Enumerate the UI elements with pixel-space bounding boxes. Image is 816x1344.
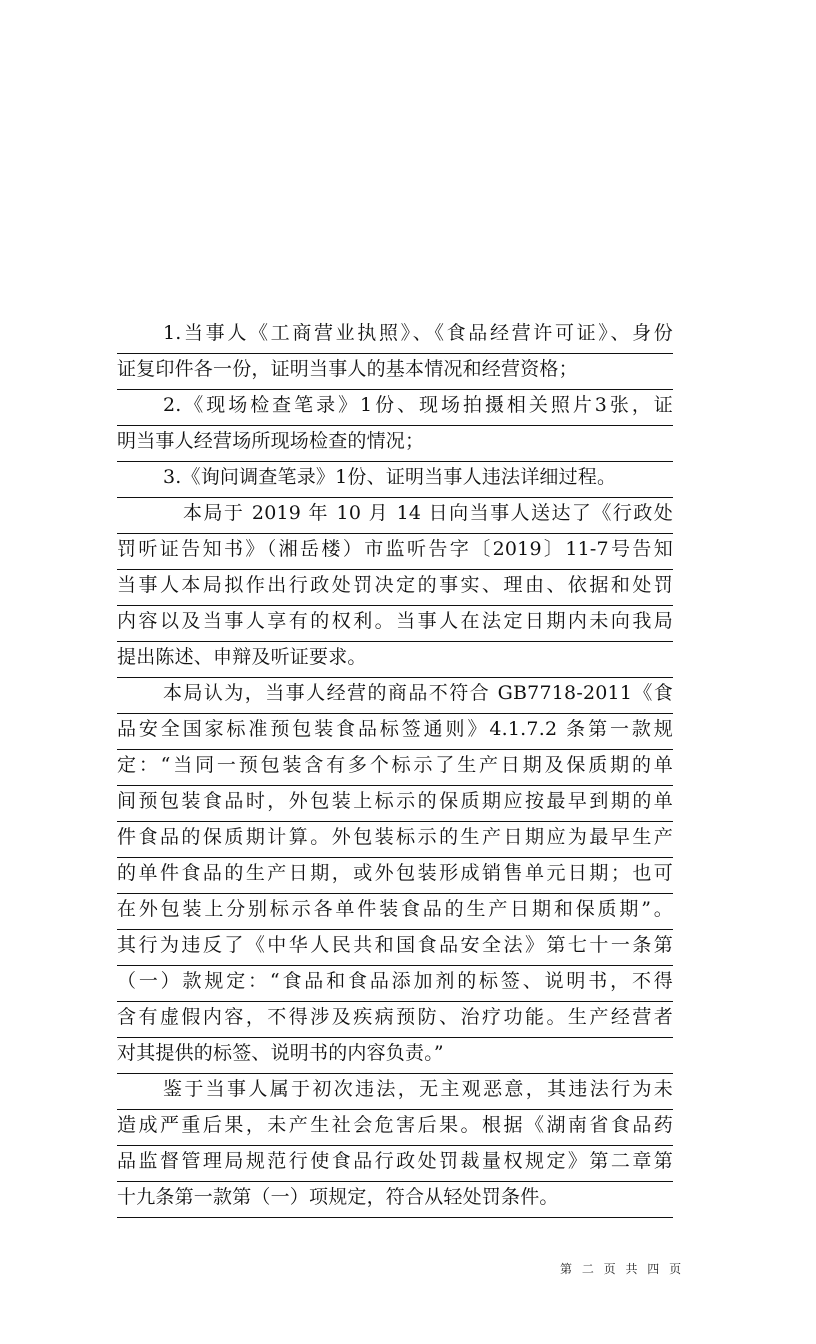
finding-paragraph-line-9: （一）款规定：“食品和食品添加剂的标签、说明书，不得 [117,966,673,1002]
finding-paragraph-line-4: 间预包装食品时，外包装上标示的保质期应按最早到期的单 [117,786,673,822]
evidence-item-2-line-2: 明当事人经营场所现场检查的情况； [117,426,673,462]
evidence-item-1-line-2: 证复印件各一份，证明当事人的基本情况和经营资格； [117,354,673,390]
finding-paragraph-line-11: 对其提供的标签、说明书的内容负责。” [117,1038,673,1074]
finding-paragraph-line-7: 在外包装上分别标示各单件装食品的生产日期和保质期”。 [117,894,673,930]
notice-paragraph-line-3: 当事人本局拟作出行政处罚决定的事实、理由、依据和处罚 [117,570,673,606]
leniency-paragraph-line-2: 造成严重后果，未产生社会危害后果。根据《湖南省食品药 [117,1110,673,1146]
leniency-paragraph-line-1: 鉴于当事人属于初次违法，无主观恶意，其违法行为未 [117,1074,673,1110]
finding-paragraph-line-2: 品安全国家标准预包装食品标签通则》4.1.7.2 条第一款规 [117,714,673,750]
finding-paragraph-line-3: 定：“当同一预包装含有多个标示了生产日期及保质期的单 [117,750,673,786]
finding-paragraph-line-1: 本局认为，当事人经营的商品不符合 GB7718-2011《食 [117,678,673,714]
page-number: 第 二 页 共 四 页 [560,1262,685,1276]
leniency-paragraph-line-3: 品监督管理局规范行使食品行政处罚裁量权规定》第二章第 [117,1146,673,1182]
finding-paragraph-line-6: 的单件食品的生产日期，或外包装形成销售单元日期；也可 [117,858,673,894]
leniency-paragraph-line-4: 十九条第一款第（一）项规定，符合从轻处罚条件。 [117,1182,673,1218]
evidence-item-2-line-1: 2.《现场检查笔录》1份、现场拍摄相关照片3张，证 [117,390,673,426]
notice-paragraph-line-4: 内容以及当事人享有的权利。当事人在法定日期内未向我局 [117,606,673,642]
notice-paragraph-line-5: 提出陈述、申辩及听证要求。 [117,642,673,678]
notice-paragraph-line-1: 本局于 2019 年 10 月 14 日向当事人送达了《行政处 [117,498,673,534]
evidence-item-3-line-1: 3.《询问调查笔录》1份、证明当事人违法详细过程。 [117,462,673,498]
finding-paragraph-line-10: 含有虚假内容，不得涉及疾病预防、治疗功能。生产经营者 [117,1002,673,1038]
finding-paragraph-line-5: 件食品的保质期计算。外包装标示的生产日期应为最早生产 [117,822,673,858]
evidence-item-1-line-1: 1.当事人《工商营业执照》、《食品经营许可证》、身份 [117,318,673,354]
finding-paragraph-line-8: 其行为违反了《中华人民共和国食品安全法》第七十一条第 [117,930,673,966]
notice-paragraph-line-2: 罚听证告知书》（湘岳楼）市监听告字〔2019〕11-7号告知 [117,534,673,570]
